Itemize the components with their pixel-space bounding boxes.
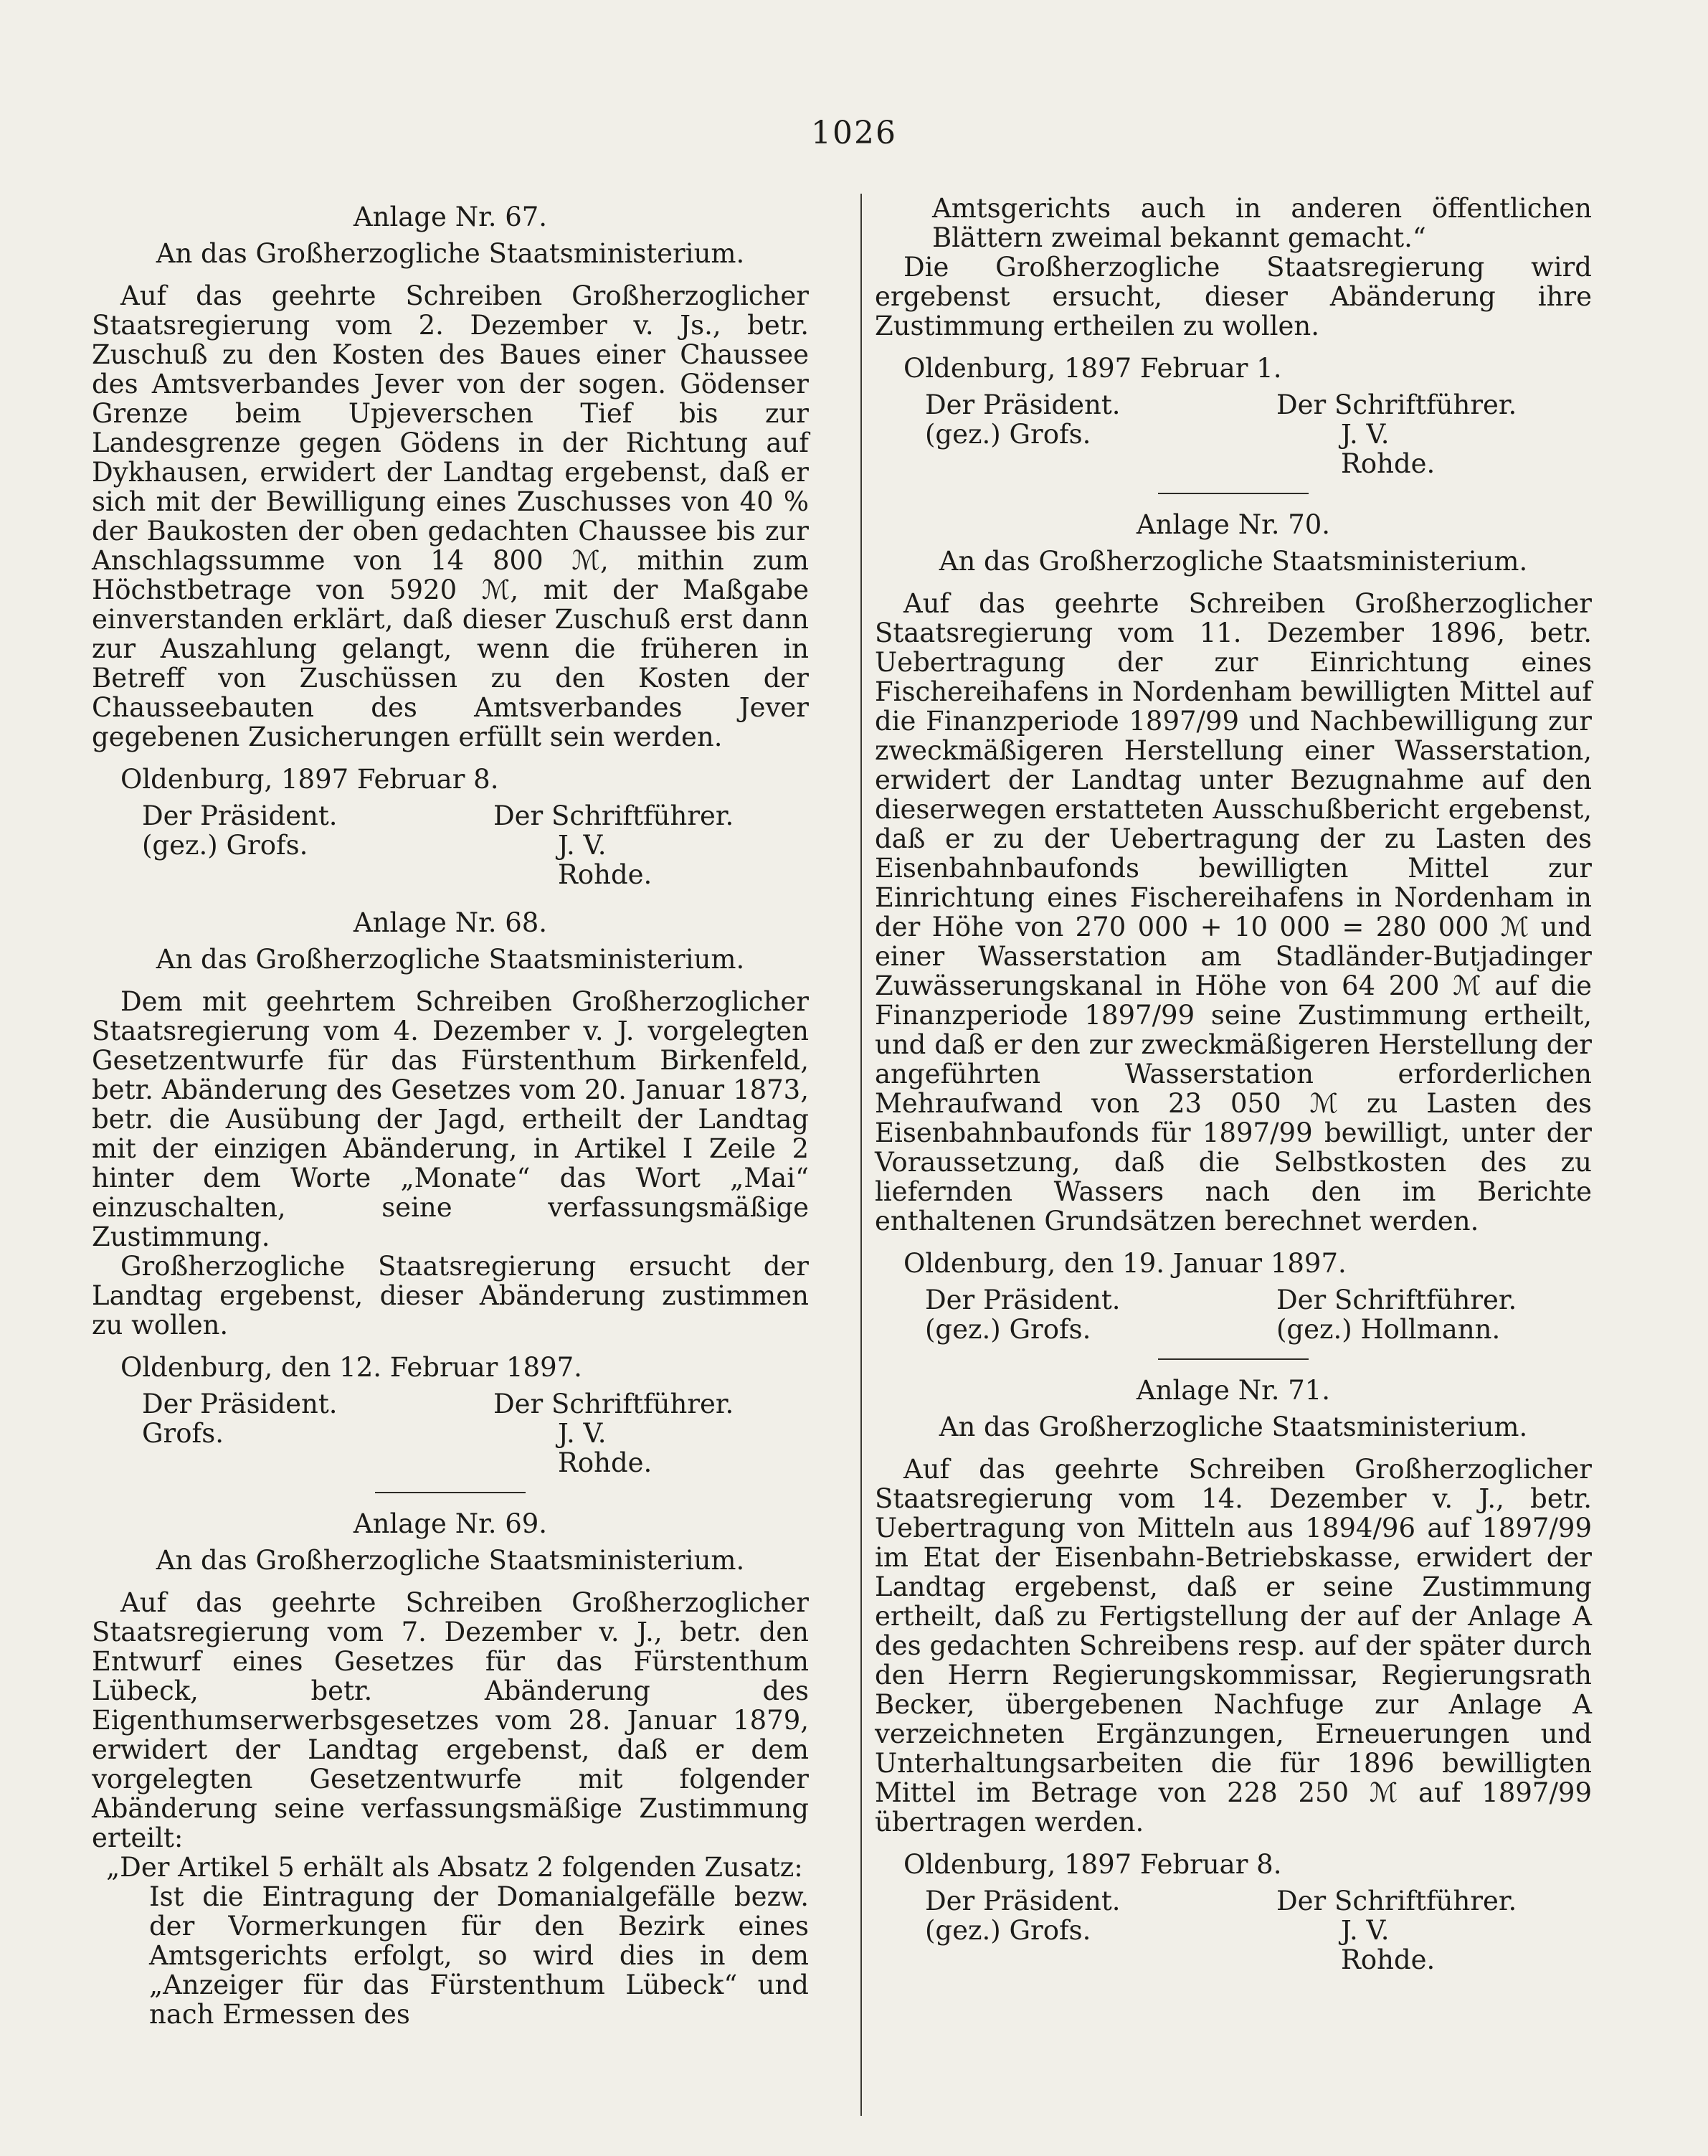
- anlage-69-quote-continued: Amtsgerichts auch in anderen öffentlichen Blättern zweimal bekannt gemacht.“: [932, 193, 1592, 253]
- president-name: (gez.) Grofs.: [925, 1314, 1091, 1345]
- anlage-69-quote-text: Ist die Eintragung der Domanialgefälle bezw. der Vormerkungen für den Bezirk eines Amtsgerichts erfolgt, so wird dies in dem „Anzeiger für das Fürstenthum Lübeck“ und nach Ermessen des: [149, 1881, 809, 2030]
- anlage-67-address: An das Großherzogliche Staatsministerium.: [156, 238, 745, 269]
- president-label: Der Präsident.: [925, 1886, 1121, 1916]
- anlage-69-date: Oldenburg, 1897 Februar 1.: [903, 353, 1282, 384]
- anlage-70-signatures: [875, 1285, 1592, 1344]
- anlage-69-body: Auf das geehrte Schreiben Großherzoglicher Staatsregierung vom 7. Dezember v. J., betr. den Entwurf eines Gesetzes für das Fürstenthum Lübeck, betr. Abänderung des Eigenthumserwerbsgesetzes vom 28. Januar 1879, erwidert der Landtag ergebenst, daß er dem vorgelegten Gesetzentwurfe mit folgender Abänderung seine verfassungsmäßige Zustimmung erteilt:: [92, 1587, 809, 1853]
- secretary-label: Der Schriftführer.: [1276, 1886, 1517, 1916]
- president-name: Grofs.: [142, 1418, 224, 1449]
- secretary-name: Rohde.: [1341, 448, 1436, 479]
- anlage-71-date: Oldenburg, 1897 Februar 8.: [903, 1849, 1282, 1880]
- secretary-jv: J. V.: [1341, 1915, 1390, 1946]
- anlage-69-quote: „Der Artikel 5 erhält als Absatz 2 folgenden Zusatz:: [106, 1852, 803, 1883]
- anlage-71-body: Auf das geehrte Schreiben Großherzoglicher Staatsregierung vom 14. Dezember v. J., betr. Uebertragung von Mitteln aus 1894/96 auf 1897/99 im Etat der Eisenbahn-Betriebskasse, erwidert der Landtag ergebenst, daß er seine Zustimmung ertheilt, daß zu Fertigstellung der auf der Anlage A des gedachten Schreibens resp. auf der später durch den Herrn Regierungskommissar, Regierungsrath Becker, übergebenen Nachfuge zur Anlage A verzeichneten Ergänzungen, Erneuerungen und Unterhaltungsarbeiten die für 1896 bewilligten Mittel im Betrage von 228 250 ℳ auf 1897/99 übertragen werden.: [875, 1454, 1592, 1838]
- page-number: 1026: [811, 115, 897, 151]
- anlage-67-title: Anlage Nr. 67.: [353, 202, 548, 232]
- right-column: [875, 194, 1592, 1975]
- secretary-label: Der Schriftführer.: [1276, 1285, 1517, 1315]
- section-rule: [1158, 1358, 1309, 1360]
- secretary-label: Der Schriftführer.: [493, 1389, 734, 1419]
- anlage-69-title: Anlage Nr. 69.: [353, 1508, 548, 1539]
- secretary-jv: J. V.: [558, 1418, 607, 1449]
- left-column: [92, 194, 809, 2029]
- anlage-68-title: Anlage Nr. 68.: [353, 907, 548, 938]
- secretary-name: (gez.) Hollmann.: [1276, 1314, 1501, 1345]
- anlage-67-date: Oldenburg, 1897 Februar 8.: [120, 764, 499, 795]
- anlage-68-signatures: [92, 1389, 809, 1477]
- secretary-name: Rohde.: [558, 1447, 653, 1478]
- president-label: Der Präsident.: [925, 389, 1121, 420]
- section-rule: [1158, 493, 1309, 494]
- secretary-label: Der Schriftführer.: [493, 800, 734, 831]
- anlage-67-signatures: [92, 801, 809, 889]
- column-divider: [860, 194, 862, 2116]
- president-name: (gez.) Grofs.: [925, 419, 1091, 450]
- president-name: (gez.) Grofs.: [925, 1915, 1091, 1946]
- anlage-70-body: Auf das geehrte Schreiben Großherzoglicher Staatsregierung vom 11. Dezember 1896, betr. Uebertragung der zur Einrichtung eines Fischereihafens in Nordenham bewilligten Mittel auf die Finanzperiode 1897/99 und Nachbewilligung zur zweckmäßigeren Herstellung einer Wasserstation, erwidert der Landtag unter Bezugnahme auf den dieserwegen erstatteten Ausschußbericht ergebenst, daß er zu der Uebertragung der zu Lasten des Eisenbahnbaufonds bewilligten Mittel zur Einrichtung eines Fischereihafens in Nordenham in der Höhe von 270 000 + 10 000 = 280 000 ℳ und einer Wasserstation am Stadländer-Butjadinger Zuwässerungskanal in Höhe von 64 200 ℳ auf die Finanzperiode 1897/99 seine Zustimmung ertheilt, und daß er den zur zweckmäßigeren Herstellung der angeführten Wasserstation erforderlichen Mehraufwand von 23 050 ℳ zu Lasten des Eisenbahnbaufonds für 1897/99 bewilligt, unter der Voraussetzung, daß die Selbstkosten des zu liefernden Wassers nach den im Berichte enthaltenen Grundsätzen berechnet werden.: [875, 588, 1592, 1237]
- anlage-68-date: Oldenburg, den 12. Februar 1897.: [120, 1352, 582, 1383]
- anlage-70-address: An das Großherzogliche Staatsministerium.: [939, 546, 1528, 577]
- president-name: (gez.) Grofs.: [142, 830, 308, 861]
- president-label: Der Präsident.: [142, 800, 338, 831]
- anlage-71-signatures: [875, 1886, 1592, 1975]
- secretary-jv: J. V.: [558, 830, 607, 861]
- secretary-jv: J. V.: [1341, 419, 1390, 450]
- secretary-label: Der Schriftführer.: [1276, 389, 1517, 420]
- president-label: Der Präsident.: [142, 1389, 338, 1419]
- president-label: Der Präsident.: [925, 1285, 1121, 1315]
- anlage-69-signatures: [875, 390, 1592, 478]
- anlage-68-body-2: Großherzogliche Staatsregierung ersucht der Landtag ergebenst, dieser Abänderung zustimmen zu wollen.: [92, 1251, 809, 1341]
- anlage-68-body: Dem mit geehrtem Schreiben Großherzoglicher Staatsregierung vom 4. Dezember v. J. vorgelegten Gesetzentwurfe für das Fürstenthum Birkenfeld, betr. Abänderung des Gesetzes vom 20. Januar 1873, betr. die Ausübung der Jagd, ertheilt der Landtag mit der einzigen Abänderung, in Artikel I Zeile 2 hinter dem Worte „Monate“ das Wort „Mai“ einzuschalten, seine verfassungsmäßige Zustimmung.: [92, 986, 809, 1252]
- secretary-name: Rohde.: [1341, 1944, 1436, 1975]
- anlage-69-address: An das Großherzogliche Staatsministerium.: [156, 1545, 745, 1576]
- anlage-69-body-2: Die Großherzogliche Staatsregierung wird ergebenst ersucht, dieser Abänderung ihre Zustimmung ertheilen zu wollen.: [875, 252, 1592, 341]
- anlage-71-title: Anlage Nr. 71.: [1136, 1375, 1331, 1406]
- anlage-70-date: Oldenburg, den 19. Januar 1897.: [903, 1248, 1347, 1279]
- anlage-67-body: Auf das geehrte Schreiben Großherzoglicher Staatsregierung vom 2. Dezember v. Js., betr. Zuschuß zu den Kosten des Baues einer Chaussee des Amtsverbandes Jever von der sogen. Gödenser Grenze beim Upjeverschen Tief bis zur Landesgrenze gegen Gödens in der Richtung auf Dykhausen, erwidert der Landtag ergebenst, daß er sich mit der Bewilligung eines Zuschusses von 40 % der Baukosten der oben gedachten Chaussee bis zur Anschlagssumme von 14 800 ℳ, mithin zum Höchstbetrage von 5920 ℳ, mit der Maßgabe einverstanden erklärt, daß dieser Zuschuß erst dann zur Auszahlung gelangt, wenn die früheren in Betreff von Zuschüssen zu den Kosten der Chausseebauten des Amtsverbandes Jever gegebenen Zusicherungen erfüllt sein werden.: [92, 280, 809, 752]
- secretary-name: Rohde.: [558, 859, 653, 890]
- section-rule: [375, 1492, 526, 1493]
- anlage-68-address: An das Großherzogliche Staatsministerium.: [156, 944, 745, 975]
- anlage-70-title: Anlage Nr. 70.: [1136, 509, 1331, 540]
- anlage-71-address: An das Großherzogliche Staatsministerium.: [939, 1412, 1528, 1442]
